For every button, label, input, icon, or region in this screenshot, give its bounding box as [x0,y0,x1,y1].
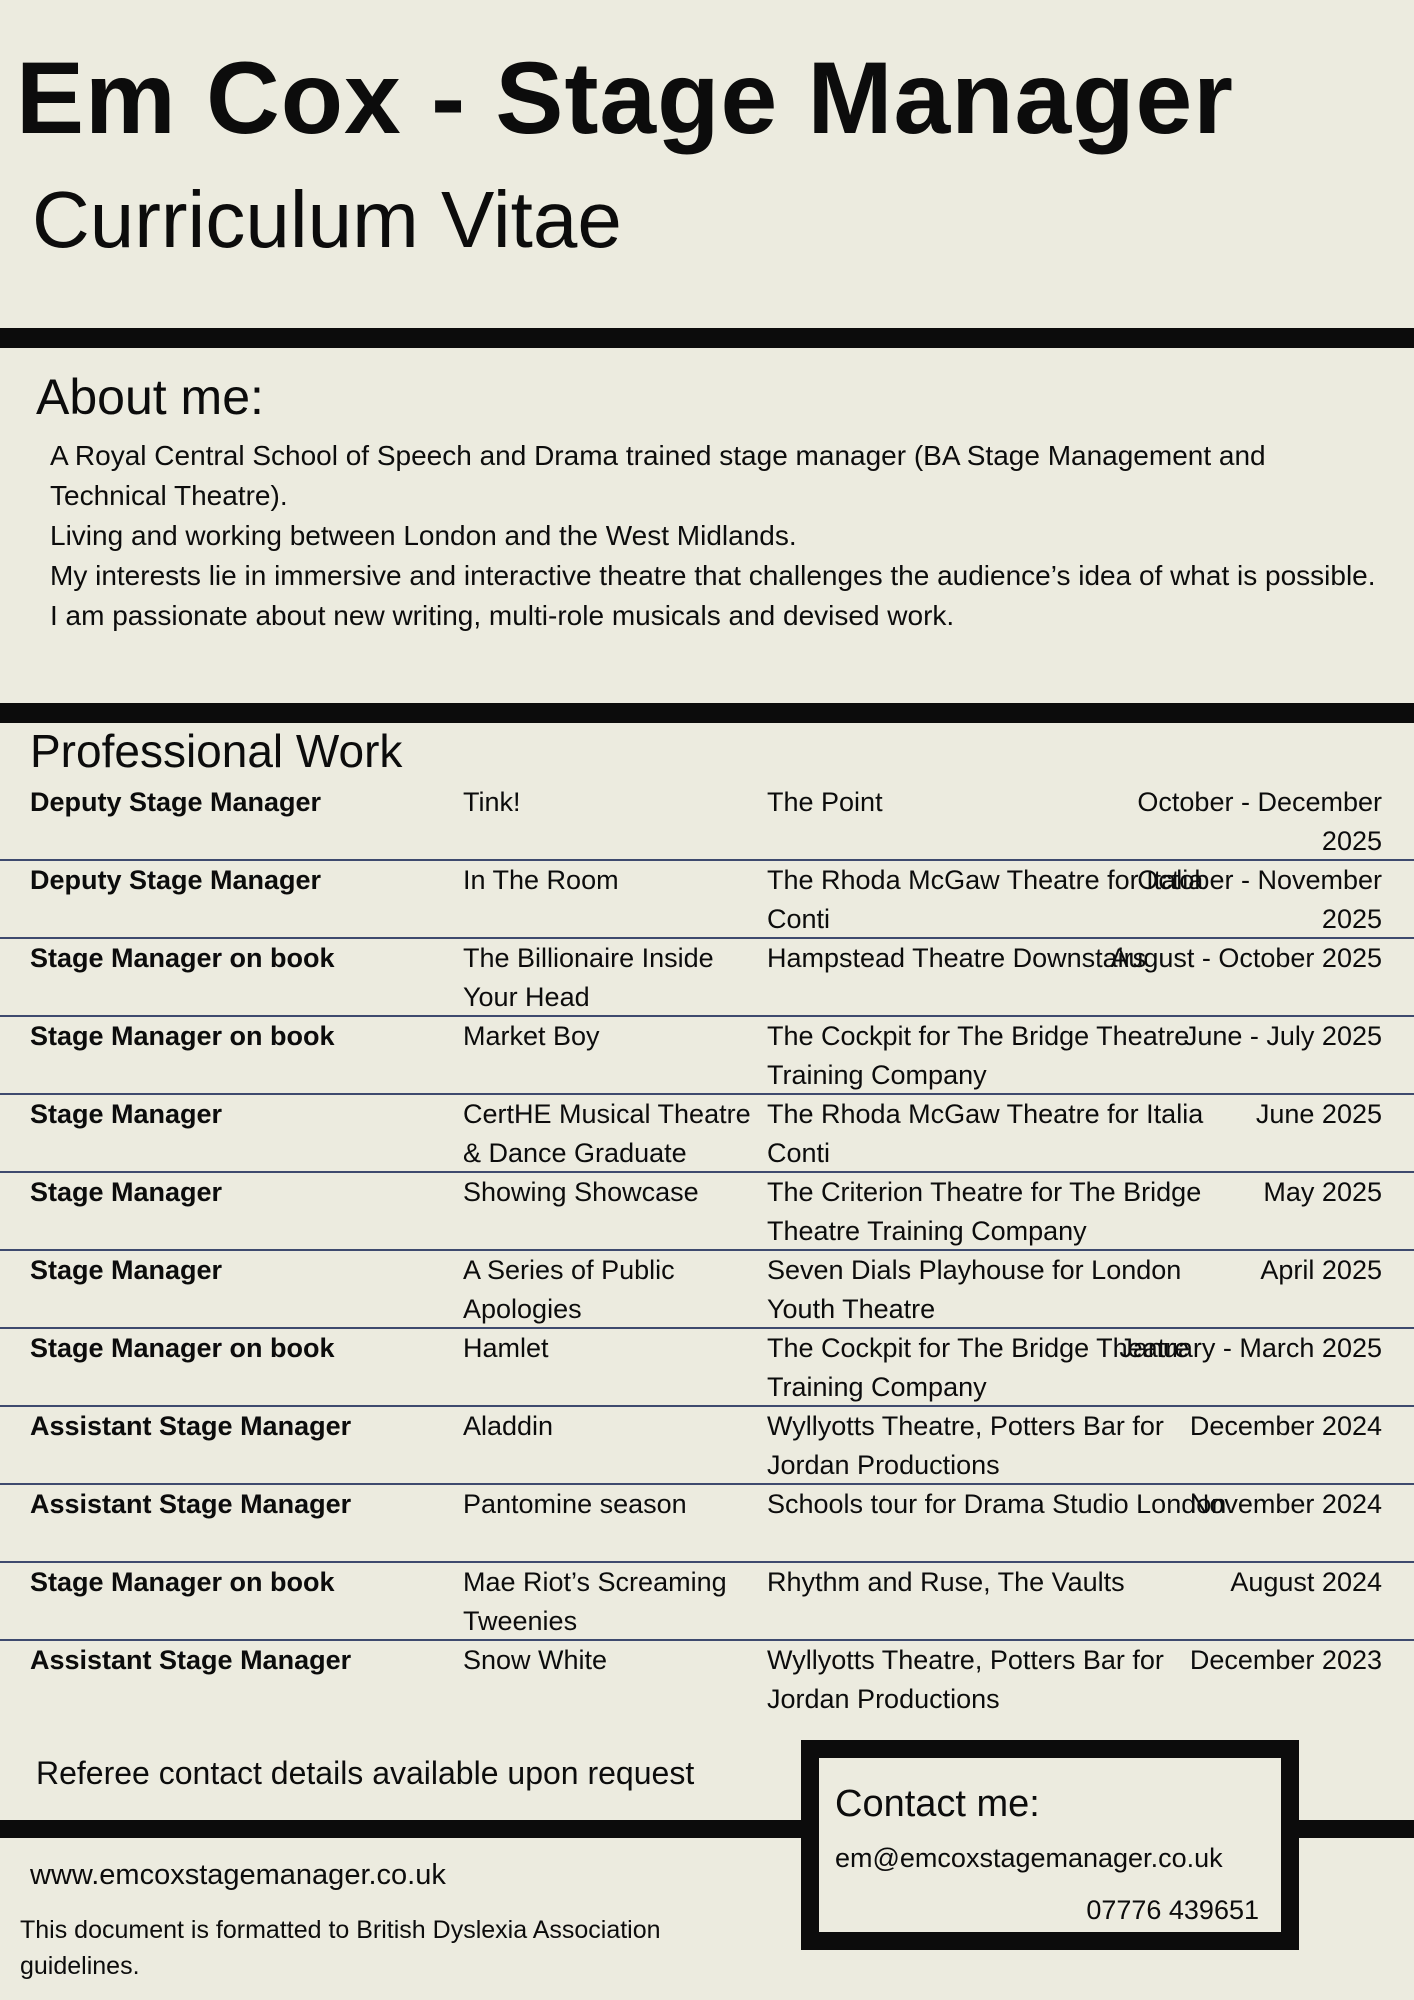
venue-cell: The Rhoda McGaw Theatre for Italia Conti [767,1099,1204,1168]
date-cell: June 2025 [1255,1099,1382,1129]
date-cell: October - December 2025 [1137,787,1382,856]
show-cell: CertHE Musical Theatre & Dance Graduate [463,1099,751,1168]
venue-cell: The Point [767,787,883,817]
date-cell: June - July 2025 [1183,1021,1382,1051]
role-cell: Deputy Stage Manager [30,787,322,817]
show-cell: Tink! [463,787,521,817]
referee-note: Referee contact details available upon request [36,1755,695,1791]
role-cell: Stage Manager on book [30,943,335,973]
table-row [0,861,1414,939]
section-divider [0,328,1414,348]
contact-heading: Contact me: [835,1783,1040,1825]
section-divider [0,703,1414,723]
venue-cell: The Cockpit for The Bridge Theatre Training Company [767,1021,1190,1090]
role-cell: Stage Manager [30,1255,223,1285]
about-line: My interests lie in immersive and interactive theatre that challenges the audience’s idea of what is possible. [50,560,1376,591]
show-cell: Mae Riot’s Screaming Tweenies [463,1567,727,1636]
website-link[interactable]: www.emcoxstagemanager.co.uk [30,1859,446,1891]
date-cell: December 2024 [1189,1411,1382,1441]
contact-box [801,1740,1299,1950]
table-row [0,1641,1414,1719]
date-cell: May 2025 [1263,1177,1382,1207]
role-cell: Assistant Stage Manager [30,1489,352,1519]
table-row [0,939,1414,1017]
page-subtitle: Curriculum Vitae [32,175,622,264]
page-title: Em Cox - Stage Manager [16,41,1234,155]
about-line: I am passionate about new writing, multi-role musicals and devised work. [50,600,955,631]
venue-cell: The Rhoda McGaw Theatre for Italia Conti [767,865,1204,934]
date-cell: April 2025 [1260,1255,1382,1285]
about-line: A Royal Central School of Speech and Drama trained stage manager (BA Stage Management and Technical Theatre). [50,440,1266,511]
table-row [0,1485,1414,1563]
show-cell: Snow White [463,1645,608,1675]
table-row [0,1407,1414,1485]
role-cell: Stage Manager [30,1099,223,1129]
show-cell: Aladdin [463,1411,554,1441]
about-line: Living and working between London and the West Midlands. [50,520,797,551]
role-cell: Stage Manager on book [30,1021,335,1051]
about-heading: About me: [36,369,264,425]
table-row [0,783,1414,861]
show-cell: The Billionaire Inside Your Head [463,943,714,1012]
contact-phone[interactable]: 07776 439651 [1086,1895,1259,1925]
date-cell: January - March 2025 [1119,1333,1382,1363]
work-heading: Professional Work [30,725,403,777]
table-row [0,1017,1414,1095]
show-cell: A Series of Public Apologies [463,1255,675,1324]
role-cell: Assistant Stage Manager [30,1411,352,1441]
table-row [0,1173,1414,1251]
venue-cell: Wyllyotts Theatre, Potters Bar for Jordan Productions [767,1645,1164,1714]
date-cell: December 2023 [1189,1645,1382,1675]
show-cell: Hamlet [463,1333,549,1363]
table-row [0,1329,1414,1407]
show-cell: Market Boy [463,1021,600,1051]
date-cell: August - October 2025 [1110,943,1382,973]
show-cell: Pantomine season [463,1489,687,1519]
contact-email[interactable]: em@emcoxstagemanager.co.uk [835,1843,1223,1873]
role-cell: Assistant Stage Manager [30,1645,352,1675]
venue-cell: The Criterion Theatre for The Bridge Theatre Training Company [767,1177,1202,1246]
role-cell: Deputy Stage Manager [30,865,322,895]
venue-cell: Wyllyotts Theatre, Potters Bar for Jordan Productions [767,1411,1164,1480]
date-cell: October - November 2025 [1137,865,1382,934]
table-row [0,1251,1414,1329]
venue-cell: Hampstead Theatre Downstairs [767,943,1147,973]
venue-cell: Rhythm and Ruse, The Vaults [767,1567,1125,1597]
table-row [0,1095,1414,1173]
work-table [0,783,1414,1719]
role-cell: Stage Manager on book [30,1333,335,1363]
about-text [50,436,1380,636]
date-cell: November 2024 [1189,1489,1382,1519]
venue-cell: The Cockpit for The Bridge Theatre Training Company [767,1333,1190,1402]
show-cell: Showing Showcase [463,1177,699,1207]
formatting-note: This document is formatted to British Dyslexia Association guidelines. [20,1916,661,1980]
venue-cell: Seven Dials Playhouse for London Youth Theatre [767,1255,1182,1324]
show-cell: In The Room [463,865,619,895]
role-cell: Stage Manager [30,1177,223,1207]
venue-cell: Schools tour for Drama Studio London [767,1489,1227,1519]
date-cell: August 2024 [1230,1567,1382,1597]
role-cell: Stage Manager on book [30,1567,335,1597]
table-row [0,1563,1414,1641]
